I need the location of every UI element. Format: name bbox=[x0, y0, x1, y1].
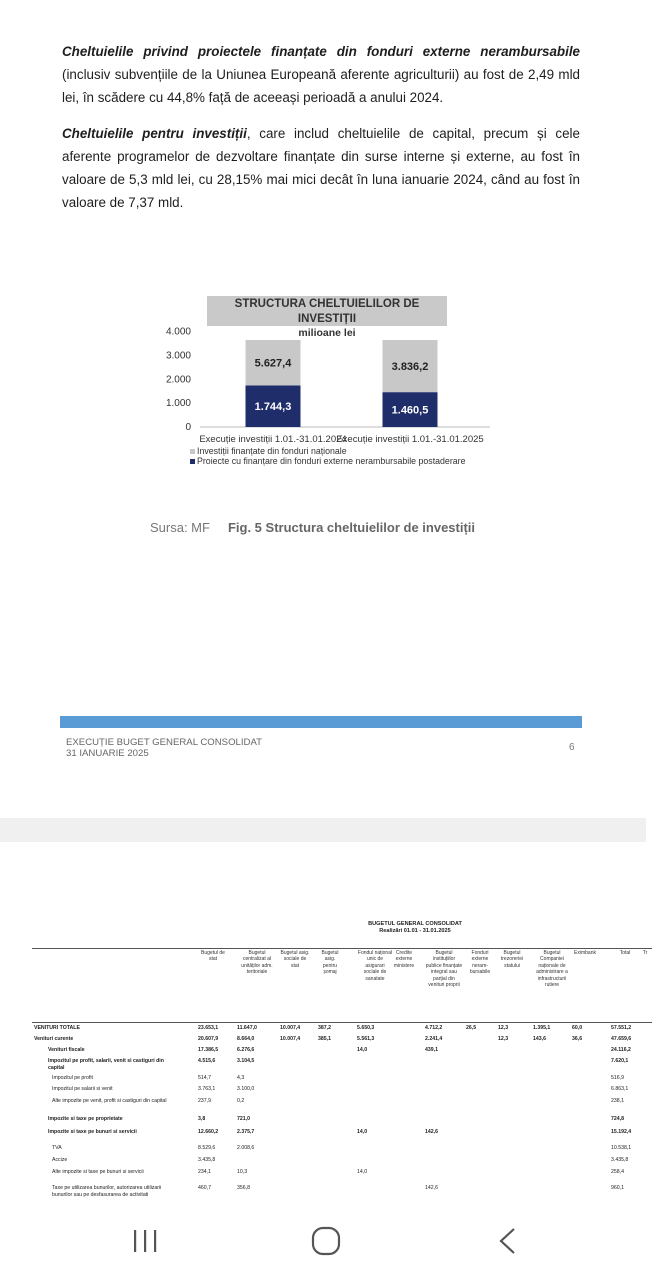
table-cell: 47.659,6 bbox=[611, 1036, 632, 1042]
column-header: Bugetul instituțiilor publice finanțate integral sau parțial din venituri proprii bbox=[425, 950, 463, 989]
table-cell: 234,1 bbox=[198, 1169, 211, 1175]
table-cell: 3.435,8 bbox=[611, 1157, 629, 1163]
table-cell: 12,3 bbox=[498, 1025, 509, 1031]
table-cell: 3.763,1 bbox=[198, 1086, 216, 1092]
home-button[interactable] bbox=[305, 1224, 345, 1260]
table-cell: 258,4 bbox=[611, 1169, 624, 1175]
table-header-rule bbox=[32, 1022, 652, 1023]
table-row bbox=[34, 1075, 646, 1085]
document-page-budget-table bbox=[0, 842, 646, 1202]
page-number: 6 bbox=[569, 742, 575, 753]
table-cell: 14,0 bbox=[357, 1047, 368, 1053]
back-button[interactable] bbox=[490, 1224, 530, 1260]
row-label: Impozite si taxe pe bunuri si servicii bbox=[48, 1129, 137, 1135]
table-cell: 4.712,2 bbox=[425, 1025, 443, 1031]
table-cell: 2.375,7 bbox=[237, 1129, 255, 1135]
table-row bbox=[34, 1185, 646, 1198]
table-cell: 4,3 bbox=[237, 1075, 245, 1081]
table-cell: 14,0 bbox=[357, 1169, 368, 1175]
paragraph-text: , care includ cheltuielile de capital, precum și cele aferente programelor de dezvoltare finanțate din surse interne și externe, au fost în valoare de 5,3 mld lei, cu 28,15% mai mici decât în luna ianuarie 2024, când au fost în valoare de 7,37 mld. bbox=[62, 126, 580, 210]
paragraph-bold-lead: Cheltuielile privind proiectele finanțate din fonduri externe nerambursabile bbox=[62, 44, 580, 59]
table-row bbox=[34, 1086, 646, 1096]
table-title: BUGETUL GENERAL CONSOLIDAT bbox=[368, 921, 462, 927]
table-row bbox=[34, 1169, 646, 1179]
figure-title: Fig. 5 Structura cheltuielilor de investiții bbox=[227, 520, 476, 535]
bar-value-label: 5.627,4 bbox=[254, 357, 292, 370]
footer-line-2: 31 IANUARIE 2025 bbox=[66, 748, 149, 759]
footer-bar bbox=[60, 716, 582, 728]
table-cell: 20.607,9 bbox=[198, 1036, 219, 1042]
chart-title: STRUCTURA CHELTUIELILOR DE INVESTIȚII bbox=[234, 298, 420, 325]
table-cell: 1.395,1 bbox=[533, 1025, 551, 1031]
table-cell: 3.435,8 bbox=[198, 1157, 216, 1163]
table-cell: 10.007,4 bbox=[280, 1036, 301, 1042]
figure-source: Sursa: MF bbox=[150, 520, 210, 535]
column-header: Bugetul Companiei naționale de administrare a infrastructurii rutiere bbox=[536, 950, 568, 989]
table-cell: 60,0 bbox=[572, 1025, 583, 1031]
y-tick-label: 0 bbox=[185, 422, 191, 433]
recent-apps-icon bbox=[126, 1224, 166, 1260]
column-header: Bugetul asig. sociale de stat bbox=[280, 950, 310, 969]
table-cell: 12.660,2 bbox=[198, 1129, 219, 1135]
table-cell: 15.192,4 bbox=[611, 1129, 632, 1135]
page-footer bbox=[66, 737, 262, 759]
bar-value-label: 3.836,2 bbox=[391, 361, 429, 374]
table-cell: 10.007,4 bbox=[280, 1025, 301, 1031]
back-icon bbox=[490, 1224, 530, 1260]
table-top-rule bbox=[32, 948, 652, 949]
system-navigation-bar bbox=[0, 1202, 646, 1280]
table-cell: 721,0 bbox=[237, 1116, 250, 1122]
y-tick-label: 1.000 bbox=[165, 398, 191, 410]
column-header: Fonduri externe neram-bursabile bbox=[469, 950, 491, 976]
row-label: Impozitul pe salarii si venit bbox=[52, 1086, 113, 1092]
column-header: Bugetul centralizat al unităților adm. teritoriale bbox=[241, 950, 273, 976]
table-row bbox=[34, 1047, 646, 1057]
table-cell: 143,6 bbox=[533, 1036, 546, 1042]
column-header: Bugetul trezoreriei statului bbox=[500, 950, 524, 969]
table-title-block bbox=[330, 921, 500, 935]
table-cell: 26,5 bbox=[466, 1025, 477, 1031]
legend-swatch bbox=[190, 459, 195, 464]
table-cell: 356,8 bbox=[237, 1185, 250, 1191]
table-row bbox=[34, 1145, 646, 1155]
table-cell: 439,1 bbox=[425, 1047, 438, 1053]
legend-entry-national bbox=[190, 446, 465, 456]
paragraph-external-funds bbox=[62, 40, 580, 109]
row-label: Alte impozite si taxe pe bunuri si servicii bbox=[52, 1169, 144, 1175]
legend-swatch bbox=[190, 449, 195, 454]
table-cell: 11.647,0 bbox=[237, 1025, 257, 1031]
table-cell: 724,8 bbox=[611, 1116, 624, 1122]
paragraph-bold-lead: Cheltuielile pentru investiții bbox=[62, 126, 247, 141]
row-label: Venituri fiscale bbox=[48, 1047, 85, 1053]
table-row bbox=[34, 1036, 646, 1046]
legend-entry-external bbox=[190, 456, 465, 466]
y-tick-label: 2.000 bbox=[165, 374, 191, 386]
column-header: Bugetul asig. pentru șomaj bbox=[321, 950, 339, 976]
row-label: Alte impozite pe venit, profit si castiguri din capital bbox=[52, 1098, 167, 1104]
table-cell: 6.863,1 bbox=[611, 1086, 629, 1092]
table-cell: 3.100,0 bbox=[237, 1086, 255, 1092]
table-row bbox=[34, 1058, 646, 1071]
paragraph-investments bbox=[62, 122, 580, 214]
table-cell: 2.241,4 bbox=[425, 1036, 443, 1042]
row-label: Venituri curente bbox=[34, 1036, 74, 1042]
column-header: Total bbox=[619, 950, 631, 956]
table-cell: 2.008,6 bbox=[237, 1145, 255, 1151]
column-header: Eximbank bbox=[574, 950, 596, 956]
table-cell: 36,6 bbox=[572, 1036, 583, 1042]
table-row bbox=[34, 1025, 646, 1035]
table-cell: 5.650,3 bbox=[357, 1025, 375, 1031]
row-label: Accize bbox=[52, 1157, 68, 1163]
page-separator bbox=[0, 818, 646, 842]
row-label: TVA bbox=[52, 1145, 62, 1151]
table-cell: 8.529,6 bbox=[198, 1145, 216, 1151]
table-cell: 142,6 bbox=[425, 1185, 438, 1191]
table-cell: 14,0 bbox=[357, 1129, 368, 1135]
figure-caption bbox=[150, 520, 475, 535]
table-cell: 387,2 bbox=[318, 1025, 331, 1031]
paragraph-text: (inclusiv subvențiile de la Uniunea Europeană aferente agriculturii) au fost de 2,49 mld lei, în scădere cu 44,8% față de aceeași perioadă a anului 2024. bbox=[62, 67, 580, 105]
column-header: Credite externe ministere bbox=[393, 950, 415, 969]
table-cell: 516,9 bbox=[611, 1075, 624, 1081]
chart-subtitle: milioane lei bbox=[298, 327, 356, 339]
table-cell: 3.104,5 bbox=[237, 1058, 255, 1064]
table-cell: 514,7 bbox=[198, 1075, 211, 1081]
table-cell: 237,9 bbox=[198, 1098, 211, 1104]
table-cell: 5.561,3 bbox=[357, 1036, 375, 1042]
legend-label: Investiții finanțate din fonduri naționale bbox=[197, 446, 347, 456]
row-label: VENITURI TOTALE bbox=[34, 1025, 80, 1031]
table-cell: 3,8 bbox=[198, 1116, 206, 1122]
table-cell: 960,1 bbox=[611, 1185, 624, 1191]
table-cell: 23.653,1 bbox=[198, 1025, 219, 1031]
home-icon bbox=[305, 1224, 345, 1260]
column-header: Tr bbox=[642, 950, 648, 956]
table-cell: 142,6 bbox=[425, 1129, 438, 1135]
table-cell: 17.386,5 bbox=[198, 1047, 219, 1053]
table-cell: 57.551,2 bbox=[611, 1025, 632, 1031]
table-subtitle: Realizări 01.01 - 31.01.2025 bbox=[379, 928, 451, 934]
row-label: Impozitul pe profit, salarii, venit si castiguri din capital bbox=[48, 1058, 164, 1071]
row-label: Impozite si taxe pe proprietate bbox=[48, 1116, 123, 1122]
table-row bbox=[34, 1098, 646, 1108]
table-cell: 10,3 bbox=[237, 1169, 248, 1175]
row-label: Taxe pe utilizarea bunurilor, autorizarea utilizarii bunurilor sau pe desfasurarea de activitati bbox=[52, 1185, 162, 1198]
bar-value-label: 1.460,5 bbox=[391, 404, 429, 417]
column-header: Fondul național unic de asigurari sociale de sanatate bbox=[357, 950, 393, 982]
bar-value-label: 1.744,3 bbox=[254, 401, 292, 414]
row-label: Impozitul pe profit bbox=[52, 1075, 93, 1081]
table-cell: 385,1 bbox=[318, 1036, 331, 1042]
table-cell: 7.620,1 bbox=[611, 1058, 629, 1064]
table-row bbox=[34, 1129, 646, 1139]
table-row bbox=[34, 1157, 646, 1167]
chart-legend bbox=[190, 446, 465, 466]
table-cell: 10.538,1 bbox=[611, 1145, 632, 1151]
table-cell: 12,3 bbox=[498, 1036, 509, 1042]
table-cell: 238,1 bbox=[611, 1098, 624, 1104]
table-cell: 460,7 bbox=[198, 1185, 211, 1191]
table-cell: 4.515,6 bbox=[198, 1058, 216, 1064]
y-tick-label: 3.000 bbox=[165, 350, 191, 362]
table-row bbox=[34, 1116, 646, 1126]
table-cell: 24.116,2 bbox=[611, 1047, 631, 1053]
recent-apps-button[interactable] bbox=[126, 1224, 166, 1260]
y-tick-label: 4.000 bbox=[165, 326, 191, 338]
x-category-label: Execuție investiții 1.01.-31.01.2025 bbox=[336, 434, 484, 445]
legend-label: Proiecte cu finanțare din fonduri externe nerambursabile postaderare bbox=[197, 456, 466, 466]
table-cell: 6.276,6 bbox=[237, 1047, 255, 1053]
table-cell: 0,2 bbox=[237, 1098, 245, 1104]
table-cell: 8.664,0 bbox=[237, 1036, 255, 1042]
column-header: Bugetul de stat bbox=[201, 950, 225, 963]
footer-line-1: EXECUȚIE BUGET GENERAL CONSOLIDAT bbox=[66, 737, 263, 748]
x-category-label: Execuție investiții 1.01.-31.01.2024 bbox=[199, 434, 347, 445]
